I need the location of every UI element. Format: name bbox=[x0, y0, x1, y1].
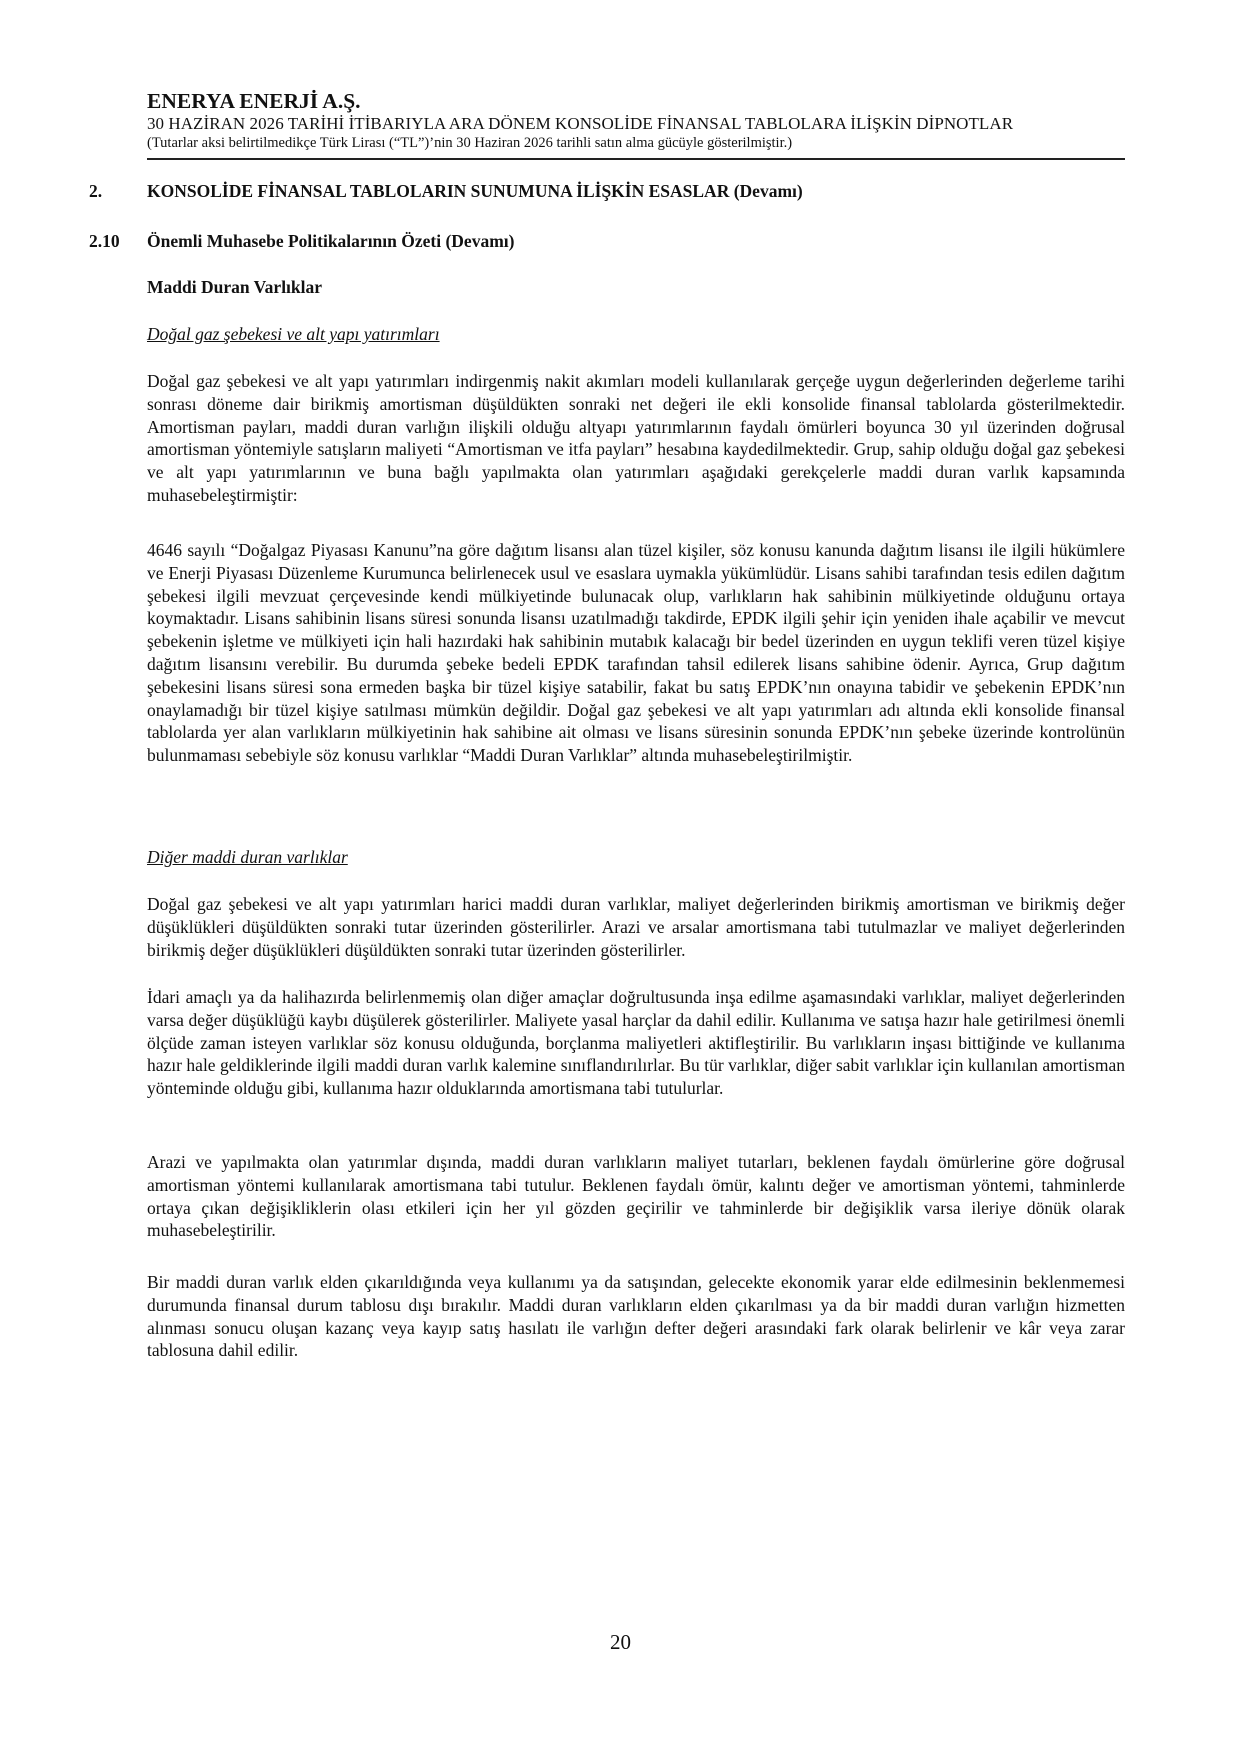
header-divider bbox=[147, 158, 1125, 160]
diger-heading: Diğer maddi duran varlıklar bbox=[147, 847, 348, 867]
topic-title: Maddi Duran Varlıklar bbox=[147, 277, 323, 297]
subsection-number: 2.10 bbox=[89, 231, 120, 251]
page-number: 20 bbox=[610, 1630, 631, 1654]
diger-paragraph-4: Bir maddi duran varlık elden çıkarıldığında veya kullanımı ya da satışından, gelecekte ekonomik yarar elde edilmesinin beklenmemesi durumunda finansal durum tablosu dışı bırakılır. Maddi duran varlıkların elden çıkarılması ya da bir maddi duran varlığın hizmetten alınması sonucu oluşan kazanç veya kayıp satış hasılatı ile varlığın defter değeri arasındaki fark olarak belirlenir ve kâr veya zarar tablosuna dahil edilir. bbox=[147, 1272, 1125, 1361]
currency-note: (Tutarlar aksi belirtilmedikçe Türk Lirası (“TL”)’nin 30 Haziran 2026 tarihli satın alma gücüyle gösterilmiştir.) bbox=[147, 135, 793, 151]
page-header bbox=[147, 88, 1125, 152]
subsection-title: Önemli Muhasebe Politikalarının Özeti (Devamı) bbox=[147, 231, 515, 251]
diger-paragraph-2: İdari amaçlı ya da halihazırda belirlenmemiş olan diğer amaçlar doğrultusunda inşa edilme aşamasındaki varlıklar, maliyet değerlerinden varsa değer düşüklüğü kaybı düşülerek gösterilirler. Maliyete yasal harçlar da dahil edilir. Kullanıma ve satışa hazır hale getirilmesi önemli ölçüde zaman isteyen varlıklar söz konusu olduğunda, borçlanma maliyetleri aktifleştirilir. Bu varlıkların inşası bittiğinde ve kullanıma hazır hale geldiklerinde ilgili maddi duran varlık kalemine sınıflandırılırlar. Bu tür varlıklar, diğer sabit varlıklar için kullanılan amortisman yönteminde olduğu gibi, kullanıma hazır olduklarında amortismana tabi tutulurlar. bbox=[147, 987, 1125, 1099]
company-name: ENERYA ENERJİ A.Ş. bbox=[147, 89, 361, 113]
diger-paragraph-1: Doğal gaz şebekesi ve alt yapı yatırımları harici maddi duran varlıklar, maliyet değerlerinden birikmiş amortisman ve birikmiş değer düşüklükleri düşüldükten sonraki tutar üzerinden gösterilirler. Arazi ve arsalar amortismana tabi tutulmazlar ve maliyet değerlerinden birikmiş değer düşüklükleri düşüldükten sonraki tutar üzerinden gösterilirler. bbox=[147, 894, 1125, 960]
dogalgaz-heading: Doğal gaz şebekesi ve alt yapı yatırımları bbox=[147, 324, 440, 344]
dogalgaz-paragraph-1: Doğal gaz şebekesi ve alt yapı yatırımları indirgenmiş nakit akımları modeli kullanılarak gerçeğe uygun değerlerinden değerleme tarihi sonrası döneme dair birikmiş amortisman düşüldükten sonraki net değeri ile ekli konsolide finansal tablolarda gösterilmektedir. Amortisman payları, maddi duran varlığın ilişkili olduğu altyapı yatırımlarının faydalı ömürleri boyunca 30 yıl üzerinden doğrusal amortisman yöntemiyle satışların maliyeti “Amortisman ve itfa payları” hesabına kaydedilmektedir. Grup, sahip olduğu doğal gaz şebekesi ve alt yapı yatırımlarının ve buna bağlı yapılmakta olan yatırımları aşağıdaki gerekçelerle maddi duran varlık kapsamında muhasebeleştirmiştir: bbox=[147, 371, 1125, 505]
report-subtitle: 30 HAZİRAN 2026 TARİHİ İTİBARIYLA ARA DÖNEM KONSOLİDE FİNANSAL TABLOLARA İLİŞKİN DİPNOTLAR bbox=[147, 114, 1014, 133]
section-number: 2. bbox=[89, 181, 103, 201]
section-title: KONSOLİDE FİNANSAL TABLOLARIN SUNUMUNA İLİŞKİN ESASLAR (Devamı) bbox=[147, 181, 803, 201]
diger-paragraph-3: Arazi ve yapılmakta olan yatırımlar dışında, maddi duran varlıkların maliyet tutarları, beklenen faydalı ömürlerine göre doğrusal amortisman yöntemi kullanılarak amortismana tabi tutulur. Beklenen faydalı ömür, kalıntı değer ve amortisman yöntemi, tahminlerde ortaya çıkan değişikliklerin olası etkileri için her yıl gözden geçirilir ve tahminlerde bir değişiklik varsa ileriye dönük olarak muhasebeleştirilir. bbox=[147, 1152, 1125, 1241]
dogalgaz-paragraph-2: 4646 sayılı “Doğalgaz Piyasası Kanunu”na göre dağıtım lisansı alan tüzel kişiler, söz konusu kanunda dağıtım lisansı ile ilgili hükümlere ve Enerji Piyasası Düzenleme Kurumunca belirlenecek usul ve esaslara uymakla yükümlüdür. Lisans sahibi tarafından tesis edilen dağıtım şebekesi ilgili mevzuat çerçevesinde kendi mülkiyetinde bulunacak olup, varlıkların hak sahibinin mülkiyetinde olduğunu ortaya koymaktadır. Lisans sahibinin lisans süresi sonunda lisansı uzatılmadığı takdirde, EPDK ilgili şehir için yeniden ihale açabilir ve mevcut şebekenin işletme ve mülkiyeti için hali hazırdaki hak sahibinin mutabık kalacağı bir bedel üzerinden en uygun teklifi veren tüzel kişiye dağıtım lisansını verebilir. Bu durumda şebeke bedeli EPDK tarafından tahsil edilerek lisans sahibine ödenir. Ayrıca, Grup dağıtım şebekesini lisans süresi sona ermeden başka bir tüzel kişiye satabilir, fakat bu satış EPDK’nın onayına tabidir ve şebekenin EPDK’nın onaylamadığı bir tüzel kişiye satılması mümkün değildir. Doğal gaz şebekesi ve alt yapı yatırımları adı altında ekli konsolide finansal tablolarda yer alan varlıkların mülkiyetinin hak sahibine ait olması ve lisans süresinin sonunda EPDK’nın şebeke üzerinde kontrolünün bulunmaması sebebiyle söz konusu varlıklar “Maddi Duran Varlıklar” altında muhasebeleştirilmiştir. bbox=[147, 540, 1125, 766]
